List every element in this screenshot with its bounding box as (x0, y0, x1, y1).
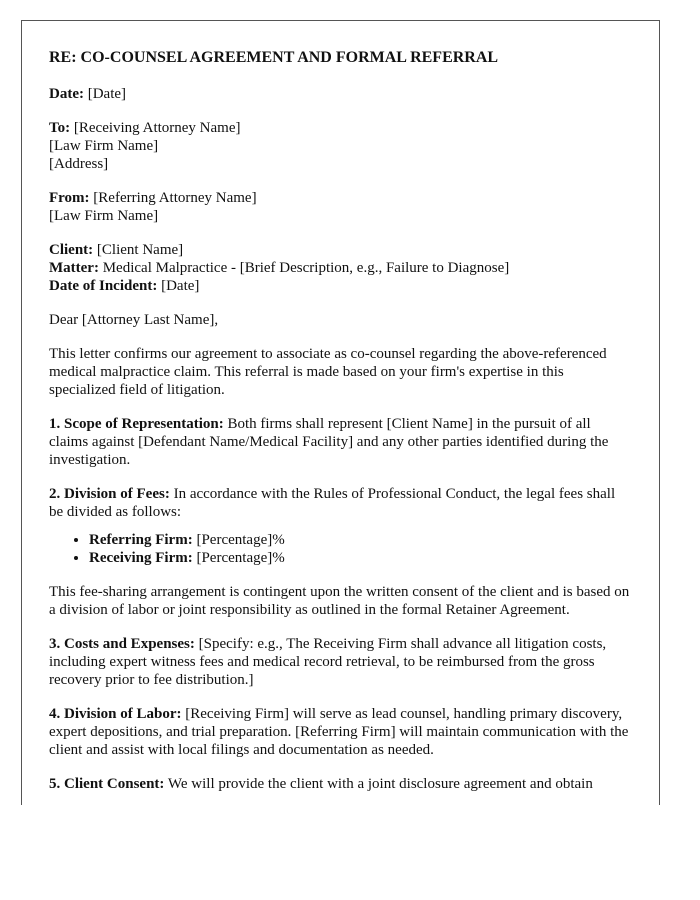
section-text: Both firms shall represent [Client Name] in the pursuit of all claims against [Defendant Name/Medical Facility] and any other parties identified during the investigation. (49, 416, 609, 468)
section-3 (49, 635, 632, 689)
fee-label: Referring Firm: (89, 532, 193, 548)
section-1 (49, 415, 632, 469)
section-text: In accordance with the Rules of Professional Conduct, the legal fees shall be divided as follows: (49, 486, 616, 520)
to-firm: [Law Firm Name] (49, 138, 159, 154)
fee-item (89, 531, 632, 549)
date-value: [Date] (87, 86, 127, 102)
fee-note: This fee-sharing arrangement is contingent upon the written consent of the client and is based on a division of labor or joint responsibility as outlined in the formal Retainer Agreement. (49, 584, 630, 618)
from-label: From: (49, 190, 90, 206)
from-firm: [Law Firm Name] (49, 208, 159, 224)
intro-paragraph: This letter confirms our agreement to associate as co-counsel regarding the above-referenced medical malpractice claim. This referral is made based on your firm's expertise in this specialized field of litigation. (49, 346, 607, 398)
salutation: Dear [Attorney Last Name], (49, 312, 219, 328)
client-label: Client: (49, 242, 94, 258)
date-label: Date: (49, 86, 84, 102)
client-value: [Client Name] (96, 242, 184, 258)
fee-value: [Percentage]% (196, 550, 285, 566)
incident-label: Date of Incident: (49, 278, 158, 294)
incident-value: [Date] (161, 278, 200, 294)
letter-page (21, 20, 660, 805)
to-name: [Receiving Attorney Name] (73, 120, 241, 136)
section-text: [Specify: e.g., The Receiving Firm shall advance all litigation costs, including expert witness fees and medical record retrieval, to be reimbursed from the gross recovery prior to fee distribution.] (49, 636, 607, 688)
fee-value: [Percentage]% (196, 532, 285, 548)
to-address: [Address] (49, 156, 109, 172)
matter-value: Medical Malpractice - [Brief Description, e.g., Failure to Diagnose] (102, 260, 510, 276)
case-block (49, 241, 632, 295)
section-heading: 5. Client Consent: (49, 776, 165, 792)
section-4 (49, 705, 632, 759)
section-text: We will provide the client with a joint disclosure agreement and obtain (167, 776, 593, 792)
fee-label: Receiving Firm: (89, 550, 193, 566)
section-2 (49, 485, 632, 521)
section-heading: 3. Costs and Expenses: (49, 636, 195, 652)
date-line (49, 85, 632, 103)
letter-title: RE: CO-COUNSEL AGREEMENT AND FORMAL REFERRAL (49, 49, 499, 66)
from-name: [Referring Attorney Name] (93, 190, 257, 206)
section-text: [Receiving Firm] will serve as lead counsel, handling primary discovery, expert depositions, and trial preparation. [Referring Firm] will maintain communication with the client and assist with local filings and documentation as needed. (49, 706, 629, 758)
section-heading: 2. Division of Fees: (49, 486, 170, 502)
matter-label: Matter: (49, 260, 99, 276)
section-heading: 4. Division of Labor: (49, 706, 182, 722)
from-block (49, 189, 632, 225)
to-block (49, 119, 632, 173)
to-label: To: (49, 120, 71, 136)
section-heading: 1. Scope of Representation: (49, 416, 224, 432)
fee-item (89, 549, 632, 567)
fee-list (49, 531, 632, 567)
section-5 (49, 775, 632, 793)
